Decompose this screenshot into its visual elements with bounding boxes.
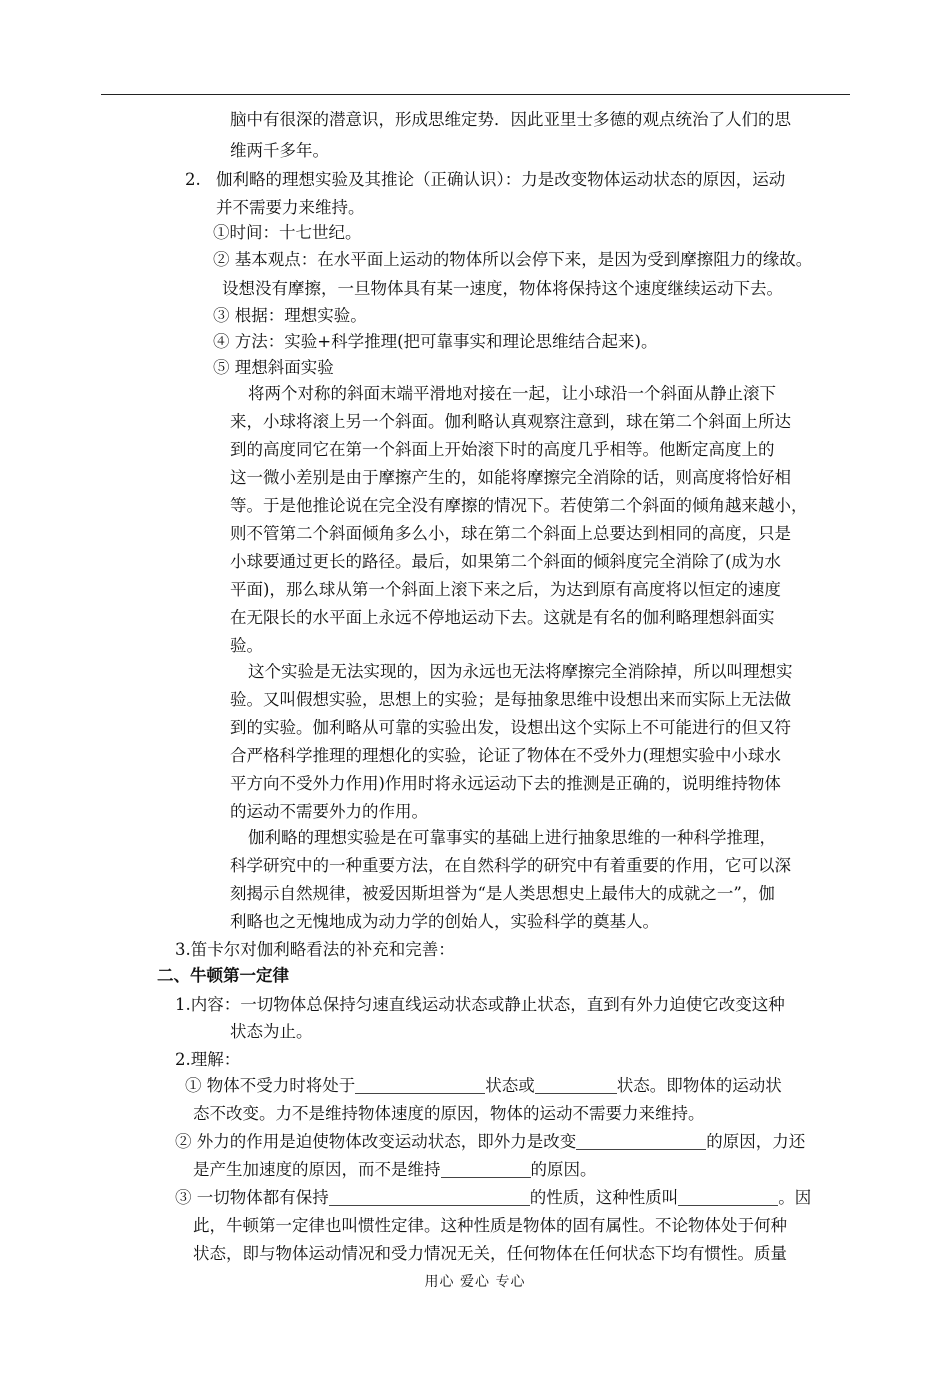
answer-blank[interactable] [441, 1161, 531, 1178]
fill-in-line [175, 1187, 811, 1209]
text-line: ⑤ 理想斜面实验 [213, 358, 334, 377]
text-line: 这一微小差别是由于摩擦产生的，如能将摩擦完全消除的话，则高度将恰好相 [230, 468, 791, 487]
text-line: 3.笛卡尔对伽利略看法的补充和完善： [175, 940, 455, 959]
text-segment: ① 物体不受力时将处于 [185, 1076, 356, 1095]
text-line: 刻揭示自然规律，被爱因斯坦誉为“是人类思想史上最伟大的成就之一”，伽 [230, 884, 775, 903]
text-line: 这个实验是无法实现的，因为永远也无法将摩擦完全消除掉，所以叫理想实 [248, 662, 793, 681]
text-segment: 。因 [778, 1188, 812, 1207]
text-line: 设想没有摩擦，一旦物体具有某一速度，物体将保持这个速度继续运动下去。 [222, 279, 783, 298]
text-line: 验。又叫假想实验，思想上的实验；是每抽象思维中设想出来而实际上无法做 [230, 690, 791, 709]
text-line: 等。于是他推论说在完全没有摩擦的情况下。若使第二个斜面的倾角越来越小， [230, 496, 808, 515]
text-line: ③ 根据：理想实验。 [213, 306, 367, 325]
text-line: 到的高度同它在第一个斜面上开始滚下时的高度几乎相等。他断定高度上的 [230, 440, 775, 459]
text-line: 脑中有很深的潜意识，形成思维定势．因此亚里士多德的观点统治了人们的思 [230, 110, 791, 129]
text-line: 验。 [230, 636, 263, 655]
text-line: 平方向不受外力作用)作用时将永远运动下去的推测是正确的，说明维持物体 [230, 774, 781, 793]
text-segment: 的原因。 [530, 1160, 597, 1179]
answer-blank[interactable] [329, 1189, 530, 1206]
text-segment: 状态。即物体的运动状 [616, 1076, 782, 1095]
text-segment: 的性质，这种性质叫 [529, 1188, 679, 1207]
text-line: 1.内容：一切物体总保持匀速直线运动状态或静止状态，直到有外力迫使它改变这种 [175, 995, 785, 1014]
answer-blank[interactable] [535, 1077, 617, 1094]
text-line: ④ 方法：实验+科学推理(把可靠事实和理论思维结合起来)。 [213, 332, 658, 351]
answer-blank[interactable] [678, 1189, 778, 1206]
answer-blank[interactable] [355, 1077, 485, 1094]
text-line: 到的实验。伽利略从可靠的实验出发，设想出这个实际上不可能进行的但又符 [230, 718, 791, 737]
text-line: 小球要通过更长的路径。最后，如果第二个斜面的倾斜度完全消除了(成为水 [230, 552, 781, 571]
text-line: 2.理解： [175, 1050, 241, 1069]
text-line: 伽利略的理想实验是在可靠事实的基础上进行抽象思维的一种科学推理， [248, 828, 776, 847]
text-line: 在无限长的水平面上永远不停地运动下去。这就是有名的伽利略理想斜面实 [230, 608, 775, 627]
fill-in-line [193, 1159, 597, 1181]
answer-blank[interactable] [576, 1133, 706, 1150]
text-segment: ③ 一切物体都有保持 [175, 1188, 329, 1207]
text-line: 此，牛顿第一定律也叫惯性定律。这种性质是物体的固有属性。不论物体处于何种 [193, 1216, 787, 1235]
text-line: 利略也之无愧地成为动力学的创始人，实验科学的奠基人。 [230, 912, 659, 931]
text-segment: 状态或 [485, 1076, 535, 1095]
text-line: 平面)，那么球从第一个斜面上滚下来之后，为达到原有高度将以恒定的速度 [230, 580, 781, 599]
text-line: ①时间：十七世纪。 [213, 223, 362, 242]
text-line: 合严格科学推理的理想化的实验，论证了物体在不受外力(理想实验中小球水 [230, 746, 781, 765]
text-line: 将两个对称的斜面末端平滑地对接在一起，让小球沿一个斜面从静止滚下 [248, 384, 776, 403]
text-line: 并不需要力来维持。 [216, 198, 365, 217]
text-line: 维两千多年。 [230, 141, 329, 160]
text-segment: 是产生加速度的原因，而不是维持 [193, 1160, 441, 1179]
text-line: 则不管第二个斜面倾角多么小，球在第二个斜面上总要达到相同的高度，只是 [230, 524, 791, 543]
page-footer: 用心 爱心 专心 [424, 1274, 526, 1290]
text-line: 状态为止。 [230, 1022, 313, 1041]
fill-in-line [175, 1131, 805, 1153]
text-line: 的运动不需要外力的作用。 [230, 802, 428, 821]
text-segment: 的原因，力还 [706, 1132, 806, 1151]
list-number: 2. [185, 170, 201, 189]
section-heading: 二、牛顿第一定律 [157, 966, 289, 985]
text-line: 来，小球将滚上另一个斜面。伽利略认真观察注意到，球在第二个斜面上所达 [230, 412, 791, 431]
text-line: ② 基本观点：在水平面上运动的物体所以会停下来，是因为受到摩擦阻力的缘故。 [213, 250, 813, 269]
text-line: 伽利略的理想实验及其推论（正确认识）：力是改变物体运动状态的原因，运动 [216, 170, 786, 189]
text-line: 态不改变。力不是维持物体速度的原因，物体的运动不需要力来维持。 [193, 1104, 705, 1123]
text-line: 状态，即与物体运动情况和受力情况无关，任何物体在任何状态下均有惯性。质量 [193, 1244, 787, 1263]
text-line: 科学研究中的一种重要方法，在自然科学的研究中有着重要的作用，它可以深 [230, 856, 791, 875]
fill-in-line [185, 1075, 782, 1097]
text-segment: ② 外力的作用是迫使物体改变运动状态，即外力是改变 [175, 1132, 577, 1151]
header-rule [101, 94, 850, 95]
